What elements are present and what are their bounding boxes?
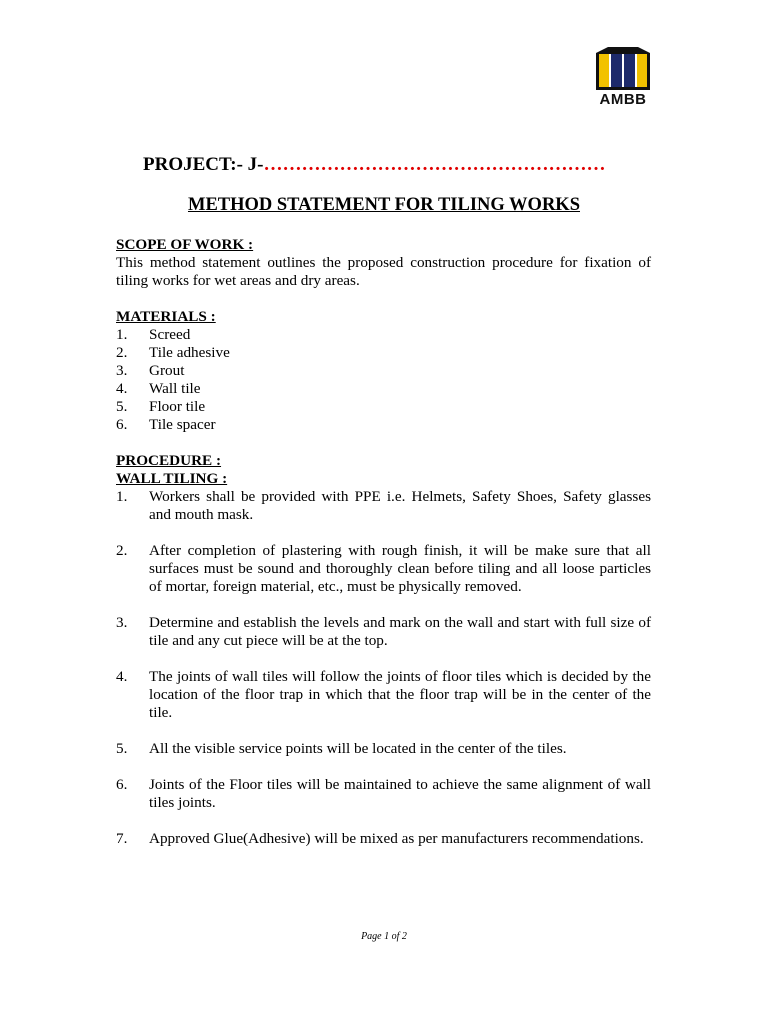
project-line: [143, 154, 606, 176]
list-item: 3. Determine and establish the levels and mark on the wall and start with full size of tile and any cut piece will be at the top.: [116, 614, 651, 649]
materials-list: [116, 326, 651, 434]
document-title: METHOD STATEMENT FOR TILING WORKS: [187, 195, 580, 215]
list-item: 2. After completion of plastering with rough finish, it will be make sure that all surfaces must be sound and thoroughly clean before tiling and all loose particles of mortar, foreign material, etc., must be physically removed.: [116, 542, 651, 595]
wall-tiling-heading: WALL TILING :: [116, 470, 228, 487]
project-label: PROJECT:- J-: [143, 154, 264, 175]
list-item: 3. Grout: [116, 362, 185, 379]
list-item: 6. Joints of the Floor tiles will be maintained to achieve the same alignment of wall tiles joints.: [116, 776, 651, 811]
scope-heading: SCOPE OF WORK :: [116, 236, 254, 253]
list-item: 4. Wall tile: [116, 380, 201, 397]
list-item: 7. Approved Glue(Adhesive) will be mixed as per manufacturers recommendations.: [116, 830, 644, 847]
logo-text: AMBB: [599, 91, 647, 108]
logo-mark-icon: [594, 45, 652, 91]
list-item: 2. Tile adhesive: [116, 344, 230, 361]
procedure-heading: PROCEDURE :: [116, 452, 222, 469]
project-blank: ………………………………………………: [263, 154, 606, 175]
document-body: [116, 236, 651, 866]
page-number: Page 1 of 2: [361, 931, 407, 942]
materials-heading: MATERIALS :: [116, 308, 216, 325]
scope-text: This method statement outlines the proposed construction procedure for fixation of tiling works for wet areas and dry areas.: [116, 254, 651, 289]
ambb-logo: [594, 45, 652, 111]
list-item: 1. Workers shall be provided with PPE i.e. Helmets, Safety Shoes, Safety glasses and mouth mask.: [116, 488, 651, 523]
list-item: 6. Tile spacer: [116, 416, 216, 433]
list-item: 5. Floor tile: [116, 398, 206, 415]
list-item: 4. The joints of wall tiles will follow the joints of floor tiles which is decided by the location of the floor trap in which that the floor trap will be in the center of the tile.: [116, 668, 651, 721]
list-item: 5. All the visible service points will be located in the center of the tiles.: [116, 740, 567, 757]
procedure-list: [116, 488, 651, 848]
list-item: 1. Screed: [116, 326, 191, 343]
